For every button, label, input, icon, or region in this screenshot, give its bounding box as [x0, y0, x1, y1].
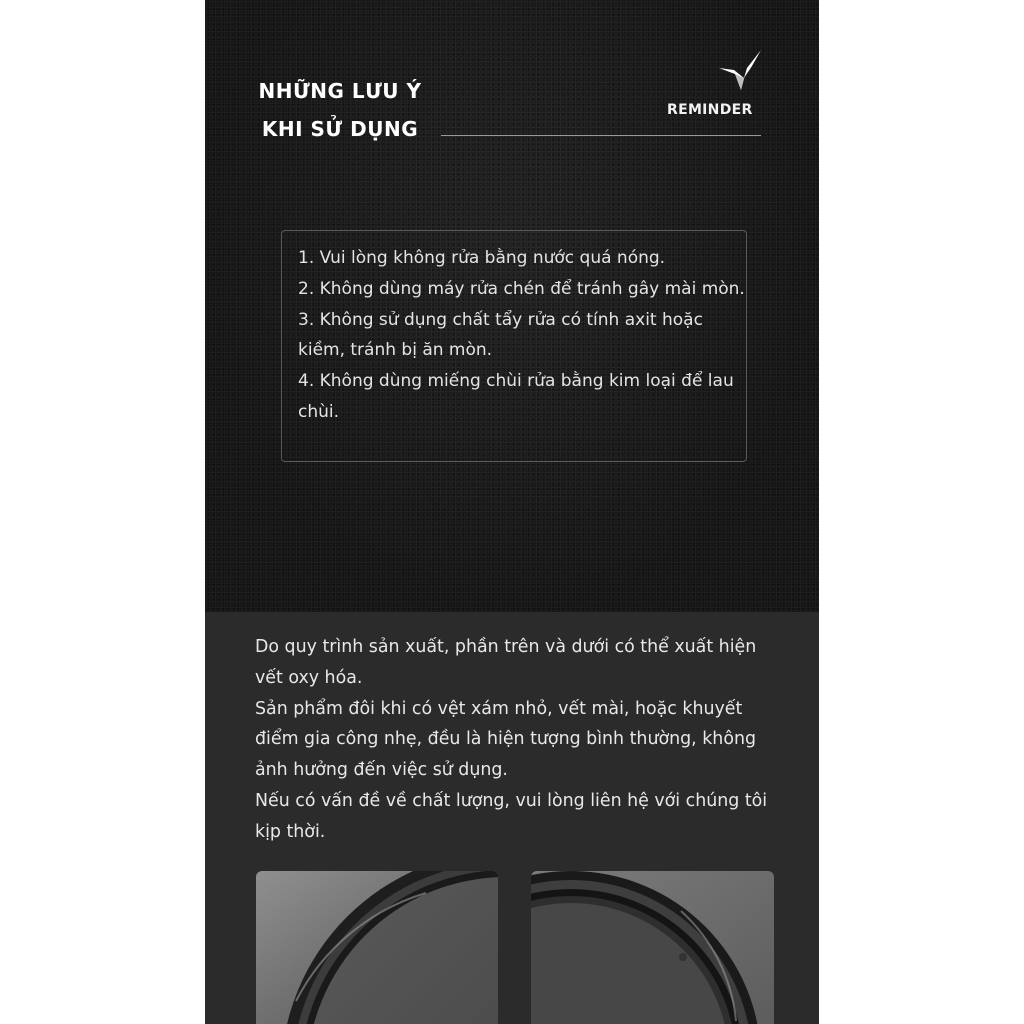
product-photo-left [256, 871, 498, 1024]
info-paragraph: Do quy trình sản xuất, phần trên và dưới có thể xuất hiện vết oxy hóa. [255, 637, 757, 688]
info-paragraph: Nếu có vấn đề về chất lượng, vui lòng liên hệ với chúng tôi kịp thời. [255, 790, 768, 842]
section-title [245, 72, 435, 148]
note-item: 2. Không dùng máy rửa chén để tránh gây mài mòn. [298, 278, 745, 299]
header-divider [441, 135, 761, 136]
product-photo-right [531, 871, 774, 1024]
title-line-1: NHỮNG LƯU Ý [258, 79, 422, 103]
bird-logo-icon [717, 48, 763, 92]
reminder-section [205, 0, 819, 612]
reminder-poster [205, 0, 819, 1024]
info-text [255, 632, 775, 848]
note-item: 1. Vui lòng không rửa bằng nước quá nóng. [298, 248, 666, 268]
info-paragraph: Sản phẩm đôi khi có vệt xám nhỏ, vết mài, hoặc khuyết điểm gia công nhẹ, đều là hiện tượng bình thường, không ảnh hưởng đến việc sử dụng. [255, 698, 757, 781]
info-section [205, 612, 819, 1024]
reminder-label: REMINDER [667, 102, 753, 118]
care-notes-box [281, 230, 747, 462]
note-item: 4. Không dùng miếng chùi rửa bằng kim loại để lau chùi. [298, 371, 734, 422]
title-line-2: KHI SỬ DỤNG [261, 117, 419, 141]
note-item: 3. Không sử dụng chất tẩy rửa có tính axit hoặc kiềm, tránh bị ăn mòn. [298, 309, 703, 361]
